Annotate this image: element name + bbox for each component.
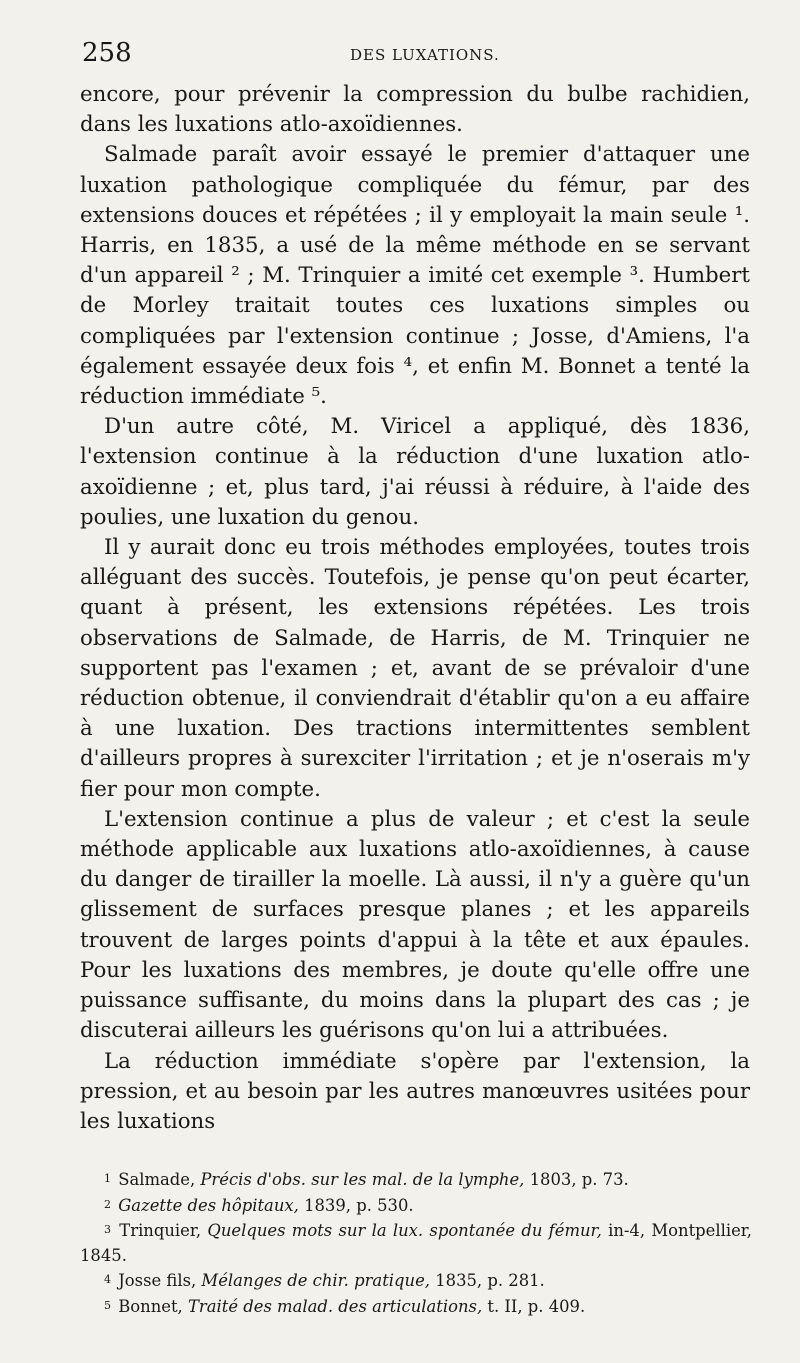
page-header	[82, 36, 750, 70]
footnote-author: Josse fils,	[118, 1271, 197, 1290]
footnote-rest: 1835, p. 281.	[435, 1271, 545, 1290]
running-title: DES LUXATIONS.	[350, 46, 500, 64]
footnote-author: Salmade,	[118, 1170, 196, 1189]
footnote	[80, 1167, 752, 1193]
footnote-rest: in-4, Montpellier, 1845.	[80, 1221, 753, 1265]
footnote-author: Trinquier,	[119, 1221, 202, 1240]
page-number: 258	[82, 38, 132, 68]
footnote-number: 3	[104, 1223, 111, 1236]
body-text	[80, 80, 750, 1137]
paragraph: Il y aurait donc eu trois méthodes employées, toutes trois alléguant des succès. Toutefois, je pense qu'on peut écarter, quant à présent, les extensions répétées. Les trois observations de Salmade, de Harris, de M. Trinquier ne supportent pas l'examen ; et, avant de se prévaloir d'une réduction obtenue, il conviendrait d'établir qu'on a eu affaire à une luxation. Des tractions intermittentes semblent d'ailleurs propres à surexciter l'irritation ; et je n'oserais m'y fier pour mon compte.	[80, 535, 750, 802]
paragraph: encore, pour prévenir la compression du bulbe rachidien, dans les luxations atlo-axoïdiennes.	[80, 82, 750, 138]
footnote-number: 2	[104, 1197, 111, 1211]
footnote-title: Mélanges de chir. pratique,	[201, 1271, 430, 1290]
footnote-rest: t. II, p. 409.	[487, 1296, 586, 1316]
footnote-number: 1	[104, 1172, 111, 1185]
footnote	[80, 1218, 752, 1268]
footnote-title: Quelques mots sur la lux. spontanée du fémur,	[207, 1221, 602, 1240]
footnotes	[80, 1167, 752, 1319]
paragraph: L'extension continue a plus de valeur ; et c'est la seule méthode applicable aux luxations atlo-axoïdiennes, à cause du danger de tirailler la moelle. Là aussi, il n'y a guère qu'un glissement de surfaces presque planes ; et les appareils trouvent de larges points d'appui à la tête et aux épaules. Pour les luxations des membres, je doute qu'elle offre une puissance suffisante, du moins dans la plupart des cas ; je discuterai ailleurs les guérisons qu'on lui a attribuées.	[80, 806, 750, 1044]
footnote	[80, 1294, 752, 1320]
footnote-rest: 1839, p. 530.	[304, 1195, 414, 1215]
footnote	[80, 1193, 752, 1219]
footnote-rest: 1803, p. 73.	[529, 1170, 629, 1189]
paragraph: D'un autre côté, M. Viricel a appliqué, dès 1836, l'extension continue à la réduction d'une luxation atlo-axoïdienne ; et, plus tard, j'ai réussi à réduire, à l'aide des poulies, une luxation du genou.	[80, 414, 750, 530]
footnote-number: 4	[104, 1273, 111, 1286]
paragraph: La réduction immédiate s'opère par l'extension, la pression, et au besoin par les autres manœuvres usitées pour les luxations	[80, 1048, 750, 1134]
footnote	[80, 1268, 752, 1294]
footnote-title: Traité des malad. des articulations,	[187, 1296, 483, 1316]
footnote-author: Bonnet,	[118, 1296, 183, 1316]
footnote-title: Précis d'obs. sur les mal. de la lymphe,	[200, 1170, 525, 1189]
footnote-title: Gazette des hôpitaux,	[118, 1195, 299, 1215]
footnote-number: 5	[104, 1298, 111, 1312]
paragraph: Salmade paraît avoir essayé le premier d'attaquer une luxation pathologique compliquée du fémur, par des extensions douces et répétées ; il y employait la main seule ¹. Harris, en 1835, a usé de la même méthode en se servant d'un appareil ² ; M. Trinquier a imité cet exemple ³. Humbert de Morley traitait toutes ces luxations simples ou compliquées par l'extension continue ; Josse, d'Amiens, l'a également essayée deux fois ⁴, et enfin M. Bonnet a tenté la réduction immédiate ⁵.	[80, 142, 750, 410]
